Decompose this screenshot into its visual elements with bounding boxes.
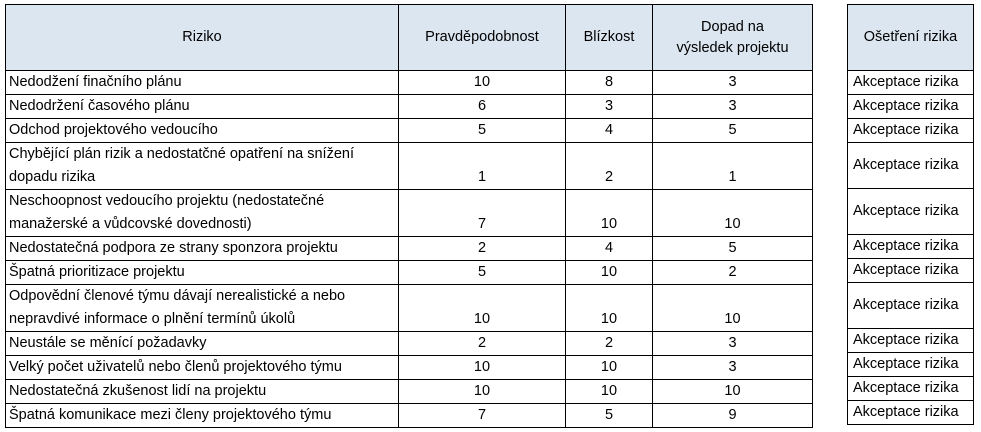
cell-osetreni: Akceptace rizika	[848, 283, 974, 329]
cell-osetreni: Akceptace rizika	[848, 119, 974, 143]
table-row	[6, 71, 813, 95]
riziko-line: Špatná komunikace mezi členy projektového týmu	[9, 407, 332, 423]
cell-riziko	[6, 332, 399, 356]
treatment-row	[848, 143, 974, 189]
cell-pravdepodobnost: 10	[399, 285, 566, 332]
cell-pravdepodobnost: 6	[399, 95, 566, 119]
treatment-row	[848, 95, 974, 119]
treatment-row	[848, 71, 974, 95]
table-row	[6, 356, 813, 380]
cell-blizkost: 4	[566, 237, 653, 261]
cell-blizkost: 8	[566, 71, 653, 95]
cell-pravdepodobnost: 1	[399, 143, 566, 190]
header-blizkost: Blízkost	[566, 5, 653, 71]
table-row	[6, 237, 813, 261]
cell-dopad: 10	[653, 285, 813, 332]
cell-pravdepodobnost: 5	[399, 261, 566, 285]
cell-osetreni: Akceptace rizika	[848, 259, 974, 283]
cell-dopad: 3	[653, 332, 813, 356]
riziko-line: Chybějící plán rizik a nedostatčné opatření na snížení	[9, 146, 354, 162]
risk-table	[5, 4, 813, 428]
cell-riziko	[6, 356, 399, 380]
cell-riziko	[6, 190, 399, 237]
riziko-line: Nedodržení časového plánu	[9, 98, 190, 114]
table-row	[6, 119, 813, 143]
cell-riziko	[6, 237, 399, 261]
cell-osetreni: Akceptace rizika	[848, 235, 974, 259]
header-dopad-line1: Dopad na	[701, 18, 764, 35]
cell-riziko	[6, 95, 399, 119]
riziko-line: Nedostatečná podpora ze strany sponzora projektu	[9, 240, 338, 256]
riziko-line: Nedodžení finačního plánu	[9, 74, 182, 90]
riziko-line: nepravdivé informace o plnění termínů úkolů	[9, 311, 296, 327]
treatment-row	[848, 189, 974, 235]
cell-dopad: 3	[653, 95, 813, 119]
cell-blizkost: 10	[566, 356, 653, 380]
table-row	[6, 380, 813, 404]
treatment-row	[848, 329, 974, 353]
cell-dopad: 1	[653, 143, 813, 190]
header-dopad	[653, 5, 813, 71]
treatment-header-row	[848, 5, 974, 71]
cell-blizkost: 3	[566, 95, 653, 119]
table-row	[6, 190, 813, 237]
cell-riziko	[6, 261, 399, 285]
cell-riziko	[6, 143, 399, 190]
cell-dopad: 9	[653, 404, 813, 428]
treatment-row	[848, 283, 974, 329]
riziko-line: manažerské a vůdcovské dovednosti)	[9, 216, 252, 232]
cell-pravdepodobnost: 2	[399, 332, 566, 356]
cell-osetreni: Akceptace rizika	[848, 95, 974, 119]
riziko-line: Velký počet uživatelů nebo členů projektového týmu	[9, 359, 342, 375]
cell-pravdepodobnost: 10	[399, 71, 566, 95]
cell-riziko	[6, 71, 399, 95]
cell-blizkost: 5	[566, 404, 653, 428]
treatment-row	[848, 119, 974, 143]
cell-dopad: 5	[653, 237, 813, 261]
table-row	[6, 143, 813, 190]
cell-blizkost: 10	[566, 261, 653, 285]
cell-blizkost: 2	[566, 143, 653, 190]
cell-riziko	[6, 404, 399, 428]
cell-osetreni: Akceptace rizika	[848, 189, 974, 235]
treatment-row	[848, 401, 974, 425]
cell-blizkost: 4	[566, 119, 653, 143]
header-pravdepodobnost: Pravděpodobnost	[399, 5, 566, 71]
cell-pravdepodobnost: 10	[399, 380, 566, 404]
riziko-line: Odpovědní členové týmu dávají nerealistické a nebo	[9, 288, 346, 304]
treatment-row	[848, 377, 974, 401]
riziko-line: Neustále se měnící požadavky	[9, 335, 207, 351]
cell-pravdepodobnost: 10	[399, 356, 566, 380]
table-row	[6, 261, 813, 285]
cell-osetreni: Akceptace rizika	[848, 329, 974, 353]
cell-pravdepodobnost: 7	[399, 190, 566, 237]
treatment-row	[848, 353, 974, 377]
cell-dopad: 3	[653, 356, 813, 380]
table-row	[6, 404, 813, 428]
cell-osetreni: Akceptace rizika	[848, 353, 974, 377]
cell-blizkost: 10	[566, 285, 653, 332]
cell-blizkost: 10	[566, 190, 653, 237]
cell-blizkost: 10	[566, 380, 653, 404]
cell-dopad: 5	[653, 119, 813, 143]
riziko-line: Odchod projektového vedoucího	[9, 122, 218, 138]
cell-dopad: 10	[653, 190, 813, 237]
cell-osetreni: Akceptace rizika	[848, 377, 974, 401]
cell-pravdepodobnost: 7	[399, 404, 566, 428]
cell-osetreni: Akceptace rizika	[848, 401, 974, 425]
table-row	[6, 332, 813, 356]
cell-osetreni: Akceptace rizika	[848, 143, 974, 189]
riziko-line: dopadu rizika	[9, 169, 96, 185]
cell-blizkost: 2	[566, 332, 653, 356]
header-dopad-line2: výsledek projektu	[676, 39, 789, 56]
cell-riziko	[6, 380, 399, 404]
cell-dopad: 3	[653, 71, 813, 95]
cell-osetreni: Akceptace rizika	[848, 71, 974, 95]
cell-pravdepodobnost: 2	[399, 237, 566, 261]
treatment-table	[847, 4, 974, 425]
riziko-line: Špatná prioritizace projektu	[9, 264, 185, 280]
header-riziko: Riziko	[6, 5, 399, 71]
cell-riziko	[6, 285, 399, 332]
treatment-row	[848, 259, 974, 283]
cell-riziko	[6, 119, 399, 143]
table-row	[6, 95, 813, 119]
cell-pravdepodobnost: 5	[399, 119, 566, 143]
riziko-line: Neschoopnost vedoucího projektu (nedostatečné	[9, 193, 325, 209]
riziko-line: Nedostatečná zkušenost lidí na projektu	[9, 383, 267, 399]
header-row	[6, 5, 813, 71]
treatment-row	[848, 235, 974, 259]
cell-dopad: 10	[653, 380, 813, 404]
cell-dopad: 2	[653, 261, 813, 285]
table-row	[6, 285, 813, 332]
header-osetreni: Ošetření rizika	[848, 5, 974, 71]
